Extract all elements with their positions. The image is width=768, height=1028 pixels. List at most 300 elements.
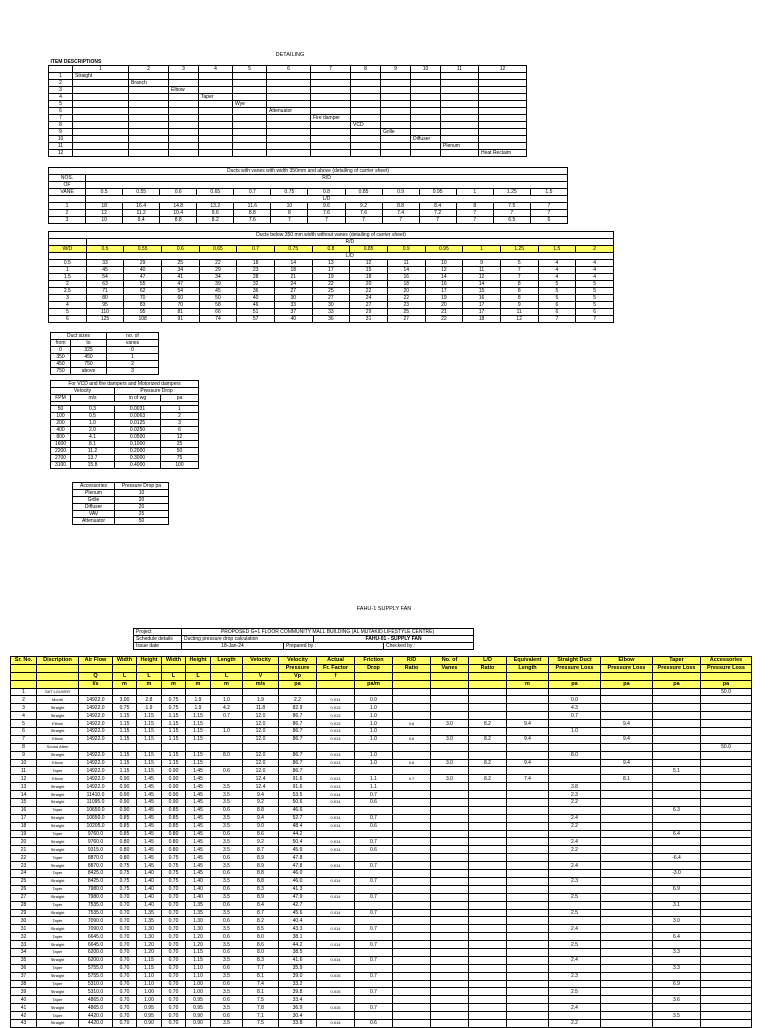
fahu-cell: SAT LOUVER	[37, 688, 79, 696]
fahu-cell	[431, 799, 469, 807]
fahu-cell	[507, 933, 549, 941]
column-symbol: Q	[79, 672, 113, 680]
empty-cell	[311, 129, 351, 136]
table-row	[11, 996, 752, 1004]
column-header: Length	[211, 657, 243, 665]
fahu-cell: 35	[11, 956, 37, 964]
fahu-cell: 14922.0	[79, 735, 113, 743]
fahu-cell: 0.6	[211, 830, 243, 838]
fahu-cell: 48.4	[279, 822, 317, 830]
novanes-cell: 66	[199, 309, 237, 316]
fahu-cell	[162, 743, 186, 751]
table-row	[11, 767, 752, 775]
fahu-cell	[469, 941, 507, 949]
fahu-cell	[469, 933, 507, 941]
empty-cell	[311, 101, 351, 108]
fahu-cell: 0.75	[113, 870, 137, 878]
table-row	[11, 846, 752, 854]
novanes-title: Ducts below 350 mm width without vanes (detailing of carrier sheet)	[49, 232, 614, 239]
fahu-cell	[393, 925, 431, 933]
fahu-cell: 4865.0	[79, 996, 113, 1004]
fahu-cell: 5.1	[653, 767, 701, 775]
table-row	[11, 728, 752, 736]
column-header-line2: Length	[507, 664, 549, 672]
rd-value: 0.7	[237, 246, 275, 253]
fahu-cell: 8.2	[469, 759, 507, 767]
fahu-cell: 1.15	[186, 728, 211, 736]
fahu-cell: 3.5	[211, 925, 243, 933]
vanes-cell: 7	[456, 210, 493, 217]
fahu-cell: Taper	[37, 1012, 79, 1020]
fahu-cell	[507, 806, 549, 814]
column-header: Height	[137, 657, 162, 665]
column-header: Actual	[317, 657, 355, 665]
novanes-cell: 21	[425, 309, 463, 316]
empty-cell	[233, 73, 267, 80]
novanes-cell: 6	[49, 316, 87, 323]
novanes-cell: 30	[274, 295, 312, 302]
schedule-label: Schedule details	[134, 636, 182, 643]
novanes-cell: 22	[199, 260, 237, 267]
fahu-cell	[431, 838, 469, 846]
empty-cell	[479, 143, 527, 150]
fahu-cell: 1.45	[186, 767, 211, 775]
empty-cell	[233, 143, 267, 150]
fahu-cell: 8.9	[243, 862, 279, 870]
fahu-cell	[186, 743, 211, 751]
empty-cell	[233, 80, 267, 87]
fahu-cell	[113, 688, 137, 696]
column-number: 12	[479, 66, 527, 73]
item-number: 11	[49, 143, 73, 150]
fahu-cell: 3.5	[211, 783, 243, 791]
item-label: Fire damper	[311, 115, 351, 122]
fahu-cell: 1.30	[137, 925, 162, 933]
vanes-cell: 8.8	[382, 203, 419, 210]
vanes-cell: 7	[345, 217, 382, 224]
novanes-cell: 13	[312, 260, 350, 267]
item-number: 5	[49, 101, 73, 108]
empty-cell	[129, 122, 169, 129]
fahu-cell: 1.45	[137, 783, 162, 791]
fahu-cell: 28	[11, 901, 37, 909]
novanes-cell: 28	[237, 274, 275, 281]
fahu-cell: 0.75	[113, 877, 137, 885]
empty-cell	[441, 108, 479, 115]
fahu-cell: 3.5	[211, 1019, 243, 1027]
fahu-cell	[393, 948, 431, 956]
item-number: 12	[49, 150, 73, 157]
vcd-cell: 11.2	[71, 448, 115, 455]
fahu-cell: 44.2	[279, 830, 317, 838]
fahu-cell: Taper	[37, 933, 79, 941]
fahu-cell: 3.0	[653, 917, 701, 925]
fahu-cell	[601, 791, 653, 799]
fahu-cell: 3.3	[653, 948, 701, 956]
fahu-cell: 5310.0	[79, 980, 113, 988]
fahu-cell: 3.5	[211, 838, 243, 846]
fahu-cell	[653, 799, 701, 807]
fahu-cell: 0.6	[211, 1012, 243, 1020]
fahu-cell: 9.4	[601, 735, 653, 743]
fahu-cell	[469, 925, 507, 933]
fahu-cell	[469, 814, 507, 822]
fahu-cell: 0.014	[317, 862, 355, 870]
fahu-cell	[431, 956, 469, 964]
fahu-cell: 8.2	[243, 917, 279, 925]
novanes-cell: 32	[237, 281, 275, 288]
fahu-cell: 34	[11, 948, 37, 956]
fahu-cell: 2.5	[549, 909, 601, 917]
fahu-cell	[653, 696, 701, 704]
fahu-cell	[653, 838, 701, 846]
fahu-cell: 0.70	[162, 1012, 186, 1020]
fahu-cell: 0.75	[162, 704, 186, 712]
fahu-cell: 0.7	[355, 956, 393, 964]
fahu-cell	[507, 972, 549, 980]
fahu-cell: 1.40	[137, 885, 162, 893]
fahu-cell: 2.5	[549, 893, 601, 901]
fahu-cell: 1.45	[186, 870, 211, 878]
fahu-cell	[317, 830, 355, 838]
fahu-cell: 3.5	[211, 956, 243, 964]
empty-cell	[351, 115, 381, 122]
fahu-cell	[469, 767, 507, 775]
novanes-cell: 7	[500, 267, 538, 274]
empty-cell	[199, 129, 233, 136]
table-row	[11, 704, 752, 712]
fahu-cell: 11410.0	[79, 791, 113, 799]
fahu-cell: 0.70	[162, 893, 186, 901]
fahu-cell: 1.45	[137, 830, 162, 838]
empty-cell	[441, 87, 479, 94]
fahu-cell: 11	[11, 767, 37, 775]
novanes-cell: 18	[350, 274, 388, 281]
novanes-cell: 20	[350, 281, 388, 288]
table-row	[11, 720, 752, 728]
fahu-cell: 0.75	[162, 877, 186, 885]
fahu-cell	[507, 948, 549, 956]
novanes-wd: W/D	[49, 246, 87, 253]
vanes-cell: 8.2	[197, 217, 234, 224]
fahu-cell: 1.15	[113, 728, 137, 736]
rd-value: 0.85	[350, 246, 388, 253]
fahu-cell: 0.6	[211, 885, 243, 893]
fahu-cell	[601, 933, 653, 941]
fahu-cell	[549, 901, 601, 909]
fahu-cell: 8.6	[243, 830, 279, 838]
fahu-cell	[393, 822, 431, 830]
empty-cell	[129, 150, 169, 157]
column-header-line2: Pressure Loss	[601, 664, 653, 672]
empty-cell	[169, 122, 199, 129]
fahu-cell: 86.7	[279, 728, 317, 736]
fahu-cell: 42.7	[279, 901, 317, 909]
fahu-cell: -3.0	[653, 870, 701, 878]
table-row	[11, 688, 752, 696]
fahu-cell: 8.5	[243, 925, 279, 933]
fahu-cell: 3.5	[653, 1012, 701, 1020]
fahu-cell: 1.9	[137, 704, 162, 712]
fahu-cell: 0.70	[113, 980, 137, 988]
fahu-cell	[393, 743, 431, 751]
fahu-cell	[469, 688, 507, 696]
fahu-cell: 1.35	[186, 909, 211, 917]
fahu-cell	[79, 743, 113, 751]
rd-value: 0.95	[419, 189, 456, 196]
accessory-cell: Attenuator	[73, 518, 115, 525]
fahu-cell	[355, 980, 393, 988]
fahu-cell: 0.70	[113, 972, 137, 980]
vcd-cell: 2	[161, 413, 199, 420]
fahu-cell: 0.75	[113, 862, 137, 870]
novanes-cell: 0.5	[49, 260, 87, 267]
fahu-cell	[137, 743, 162, 751]
novanes-cell: 57	[237, 316, 275, 323]
vanes-cell: 7.2	[419, 210, 456, 217]
fahu-cell	[601, 901, 653, 909]
fahu-cell	[317, 806, 355, 814]
empty-cell	[441, 136, 479, 143]
fahu-cell: 0.90	[162, 775, 186, 783]
fahu-cell: 0.90	[113, 791, 137, 799]
novanes-cell: 5	[576, 281, 614, 288]
fahu-cell	[355, 933, 393, 941]
rd-value: 1.25	[493, 189, 530, 196]
empty-cell	[199, 73, 233, 80]
fahu-cell: 86.7	[279, 712, 317, 720]
prepared-by: Prepared by :	[284, 643, 384, 650]
empty-cell	[169, 108, 199, 115]
fahu-cell	[701, 980, 752, 988]
table-row	[11, 893, 752, 901]
fahu-cell: 1.00	[137, 996, 162, 1004]
vcd-cell: 800	[51, 434, 71, 441]
vcd-cell: 1600	[51, 441, 71, 448]
fahu-cell: 0.75	[162, 854, 186, 862]
fahu-cell	[393, 806, 431, 814]
fahu-cell: 1.20	[186, 941, 211, 949]
fahu-cell: 1.40	[137, 877, 162, 885]
fahu-cell: 12.0	[243, 751, 279, 759]
fahu-cell: 6.3	[653, 806, 701, 814]
empty-cell	[73, 122, 129, 129]
fahu-cell: 0.80	[162, 830, 186, 838]
novanes-cell: 91	[161, 316, 199, 323]
fahu-cell: 1.0	[211, 728, 243, 736]
column-unit	[393, 680, 431, 688]
fahu-cell	[601, 877, 653, 885]
fahu-cell: 8425.0	[79, 877, 113, 885]
vanes-cell: 7.6	[234, 217, 271, 224]
fahu-cell: 14922.0	[79, 759, 113, 767]
fahu-cell: 21	[11, 846, 37, 854]
novanes-cell: 58	[199, 302, 237, 309]
fahu-cell: 24	[11, 870, 37, 878]
empty-cell	[199, 143, 233, 150]
fahu-cell: 12.4	[243, 783, 279, 791]
fahu-cell: 14	[11, 791, 37, 799]
novanes-cell: 4	[538, 274, 576, 281]
fahu-cell	[355, 688, 393, 696]
novanes-cell: 108	[124, 316, 162, 323]
fahu-cell: 1.9	[186, 704, 211, 712]
vanes-cell: 2	[49, 210, 86, 217]
fahu-cell: 0.85	[162, 814, 186, 822]
accessory-cell: Diffuser	[73, 504, 115, 511]
fahu-cell: 1.00	[186, 988, 211, 996]
novanes-cell: 54	[161, 288, 199, 295]
empty-cell	[267, 115, 311, 122]
fahu-cell	[507, 917, 549, 925]
vanes-header: vanes	[107, 340, 159, 347]
empty-cell	[381, 73, 411, 80]
table-row	[11, 925, 752, 933]
fahu-cell: 38.5	[279, 948, 317, 956]
accessory-cell: 20	[115, 497, 169, 504]
fahu-cell	[469, 751, 507, 759]
fahu-cell: 0.0	[549, 696, 601, 704]
fahu-cell: 0.6	[393, 720, 431, 728]
fahu-cell: 7.1	[243, 1012, 279, 1020]
fahu-cell: 0.013	[317, 775, 355, 783]
column-symbol	[653, 672, 701, 680]
fahu-cell: Straight	[37, 704, 79, 712]
fahu-cell: Straight	[37, 791, 79, 799]
fahu-cell	[601, 948, 653, 956]
fahu-cell: 35.9	[279, 964, 317, 972]
fahu-cell	[601, 806, 653, 814]
empty-cell	[233, 136, 267, 143]
fahu-cell: 1.45	[186, 830, 211, 838]
fahu-cell: 41	[11, 1004, 37, 1012]
accessory-cell: 50	[115, 518, 169, 525]
novanes-cell: 12	[500, 316, 538, 323]
fahu-cell: 33.4	[279, 996, 317, 1004]
fahu-cell: 0.7	[355, 972, 393, 980]
column-unit: pa	[279, 680, 317, 688]
fahu-cell: 0.70	[113, 1012, 137, 1020]
vcd-cell: 0.0031	[115, 406, 161, 413]
fahu-cell	[431, 893, 469, 901]
fahu-cell: Taper	[37, 854, 79, 862]
fahu-cell: 3.0	[431, 775, 469, 783]
vcd-cell: 100	[161, 462, 199, 469]
column-header: R/D	[393, 657, 431, 665]
fahu-cell: Straight	[37, 846, 79, 854]
column-symbol	[37, 672, 79, 680]
fahu-cell: 0.014	[317, 822, 355, 830]
novanes-cell: 5	[538, 288, 576, 295]
fahu-cell	[507, 688, 549, 696]
fahu-cell: 6.4	[653, 933, 701, 941]
empty-cell	[73, 143, 129, 150]
fahu-cell	[601, 767, 653, 775]
vcd-cell: 2200	[51, 448, 71, 455]
vanes-cell: 9.4	[123, 217, 160, 224]
fahu-cell	[507, 799, 549, 807]
empty-cell	[311, 87, 351, 94]
fahu-cell: 7535.0	[79, 901, 113, 909]
novanes-cell: 4	[49, 302, 87, 309]
fahu-cell: 1.15	[162, 728, 186, 736]
fahu-cell	[469, 822, 507, 830]
fahu-cell: 1.20	[137, 941, 162, 949]
novanes-cell: 16	[387, 274, 425, 281]
fahu-cell	[549, 775, 601, 783]
fahu-cell: 2.5	[549, 988, 601, 996]
duct-size-cell: 2	[107, 361, 159, 368]
vcd-cell: 3	[161, 420, 199, 427]
table-row	[11, 885, 752, 893]
novanes-cell: 62	[124, 288, 162, 295]
fahu-cell: 1.15	[113, 712, 137, 720]
duct-size-cell: 350	[51, 354, 71, 361]
fahu-cell	[431, 948, 469, 956]
fahu-cell	[601, 783, 653, 791]
novanes-cell: 25	[387, 309, 425, 316]
empty-cell	[311, 73, 351, 80]
empty-cell	[129, 129, 169, 136]
novanes-cell: 39	[199, 281, 237, 288]
fahu-cell: Taper	[37, 767, 79, 775]
fahu-cell	[469, 791, 507, 799]
column-header-line2: Pressure Loss	[653, 664, 701, 672]
fahu-cell: 0.70	[162, 1004, 186, 1012]
column-number: 2	[129, 66, 169, 73]
fahu-cell: 1.10	[137, 980, 162, 988]
fahu-cell: 3.0	[431, 759, 469, 767]
fahu-cell	[549, 830, 601, 838]
novanes-cell: 50	[199, 295, 237, 302]
column-number: 10	[411, 66, 441, 73]
fahu-cell: 0.95	[186, 996, 211, 1004]
fahu-cell	[601, 1019, 653, 1027]
fahu-cell: 6.9	[653, 885, 701, 893]
fahu-cell	[701, 783, 752, 791]
fahu-cell: 0.70	[162, 933, 186, 941]
accessory-cell: Grille	[73, 497, 115, 504]
fahu-cell	[653, 688, 701, 696]
item-label: Plenum	[441, 143, 479, 150]
column-unit: m	[162, 680, 186, 688]
column-symbol: f	[317, 672, 355, 680]
column-header: Taper	[653, 657, 701, 665]
fahu-cell: 1.15	[113, 751, 137, 759]
column-header-line2: Fr. Factor	[317, 664, 355, 672]
fahu-cell	[393, 917, 431, 925]
column-header: No. of	[431, 657, 469, 665]
vanes-cell: 12	[86, 210, 123, 217]
fahu-cell: 8.4	[243, 901, 279, 909]
fahu-cell: 0.80	[162, 838, 186, 846]
vanes-cell: 8.4	[419, 203, 456, 210]
fahu-cell: 0.75	[113, 704, 137, 712]
empty-cell	[169, 136, 199, 143]
fahu-cell	[653, 877, 701, 885]
fahu-cell: 8.6	[243, 941, 279, 949]
novanes-cell: 20	[387, 288, 425, 295]
to-header: to	[71, 340, 107, 347]
fahu-cell: 0.90	[162, 767, 186, 775]
fahu-cell	[355, 964, 393, 972]
fahu-cell: 2.5	[549, 941, 601, 949]
fahu-cell: Straight	[37, 925, 79, 933]
accessories-table	[72, 482, 169, 525]
table-row	[11, 775, 752, 783]
vanes-cell: 7	[382, 217, 419, 224]
fahu-cell	[469, 783, 507, 791]
